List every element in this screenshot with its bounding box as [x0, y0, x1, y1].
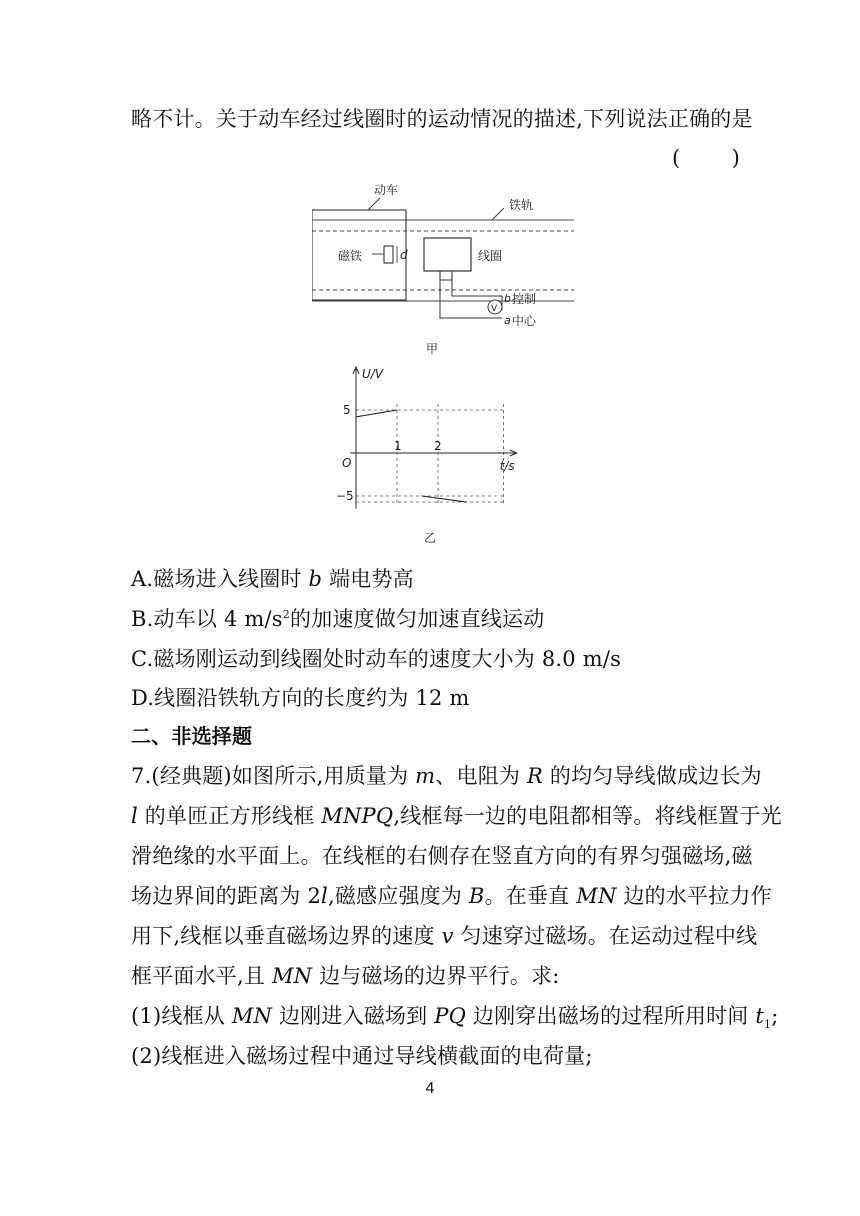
label-magnet: 磁铁: [338, 249, 363, 263]
label-rail: 铁轨: [509, 198, 534, 212]
chart-series: [356, 410, 467, 502]
label-coil: 线圈: [478, 249, 503, 263]
figure-yi-chart: [332, 365, 542, 545]
caption-yi: 乙: [424, 531, 437, 545]
section-heading: 二、非选择题: [131, 724, 253, 748]
chart-x-tick-label: 1: [394, 439, 402, 453]
chart-origin-label: O: [342, 456, 352, 470]
series-line: [356, 410, 397, 417]
q7-line-2: l 的单匝正方形线框 MNPQ,线框每一边的电阻都相等。将线框置于光: [131, 804, 782, 828]
label-b: b: [504, 292, 511, 305]
chart-y-tick-label: −5: [336, 489, 354, 503]
option-b: B.动车以 4 $m/s^2$的加速度做匀加速直线运动: [131, 607, 545, 631]
label-control: 控制: [512, 292, 537, 306]
option-d: D.线圈沿铁轨方向的长度约为 12 m: [131, 686, 470, 710]
chart-guides: [356, 404, 504, 504]
figure-jia: [312, 178, 602, 358]
q7-line-3: 滑绝缘的水平面上。在线框的右侧存在竖直方向的有界匀强磁场,磁: [131, 844, 753, 868]
q7-line-1: 7.(经典题)如图所示,用质量为 m、电阻为 R 的均匀导线做成边长为: [131, 764, 762, 788]
page-number: 4: [425, 1080, 435, 1097]
chart-x-tick-label: 2: [434, 439, 442, 453]
q7-line-4: 场边界间的距离为 2l,磁感应强度为 B。在垂直 MN 边的水平拉力作: [131, 884, 772, 908]
series-line: [422, 496, 467, 502]
answer-parenthesis: [672, 146, 740, 170]
label-car: 动车: [374, 183, 399, 197]
chart-ylabel: U/V: [362, 367, 384, 381]
option-a: A.磁场进入线圈时 b 端电势高: [131, 567, 414, 591]
text-line-1: 略不计。关于动车经过线圈时的运动情况的描述,下列说法正确的是: [131, 107, 753, 131]
q7-line-6: 框平面水平,且 MN 边与磁场的边界平行。求:: [131, 964, 560, 988]
q7-line-5: 用下,线框以垂直磁场边界的速度 v 匀速穿过磁场。在运动过程中线: [131, 924, 758, 948]
caption-jia: 甲: [426, 342, 439, 356]
chart-y-tick-label: 5: [343, 403, 351, 417]
chart-axes: [350, 367, 517, 509]
label-d: d: [400, 248, 408, 262]
paren-open: (: [672, 146, 681, 170]
label-center: 中心: [512, 314, 537, 328]
option-c: C.磁场刚运动到线圈处时动车的速度大小为 8.0 m/s: [131, 647, 622, 671]
q7-sub-1: (1)线框从 MN 边刚进入磁场到 PQ 边刚穿出磁场的过程所用时间 $t_1$;: [131, 1004, 779, 1032]
q7-sub-2: (2)线框进入磁场过程中通过导线横截面的电荷量;: [131, 1044, 593, 1068]
paren-close: ): [731, 146, 740, 170]
voltmeter-label: V: [491, 304, 498, 314]
label-a: a: [504, 314, 511, 327]
chart-xlabel: t/s: [499, 459, 515, 473]
